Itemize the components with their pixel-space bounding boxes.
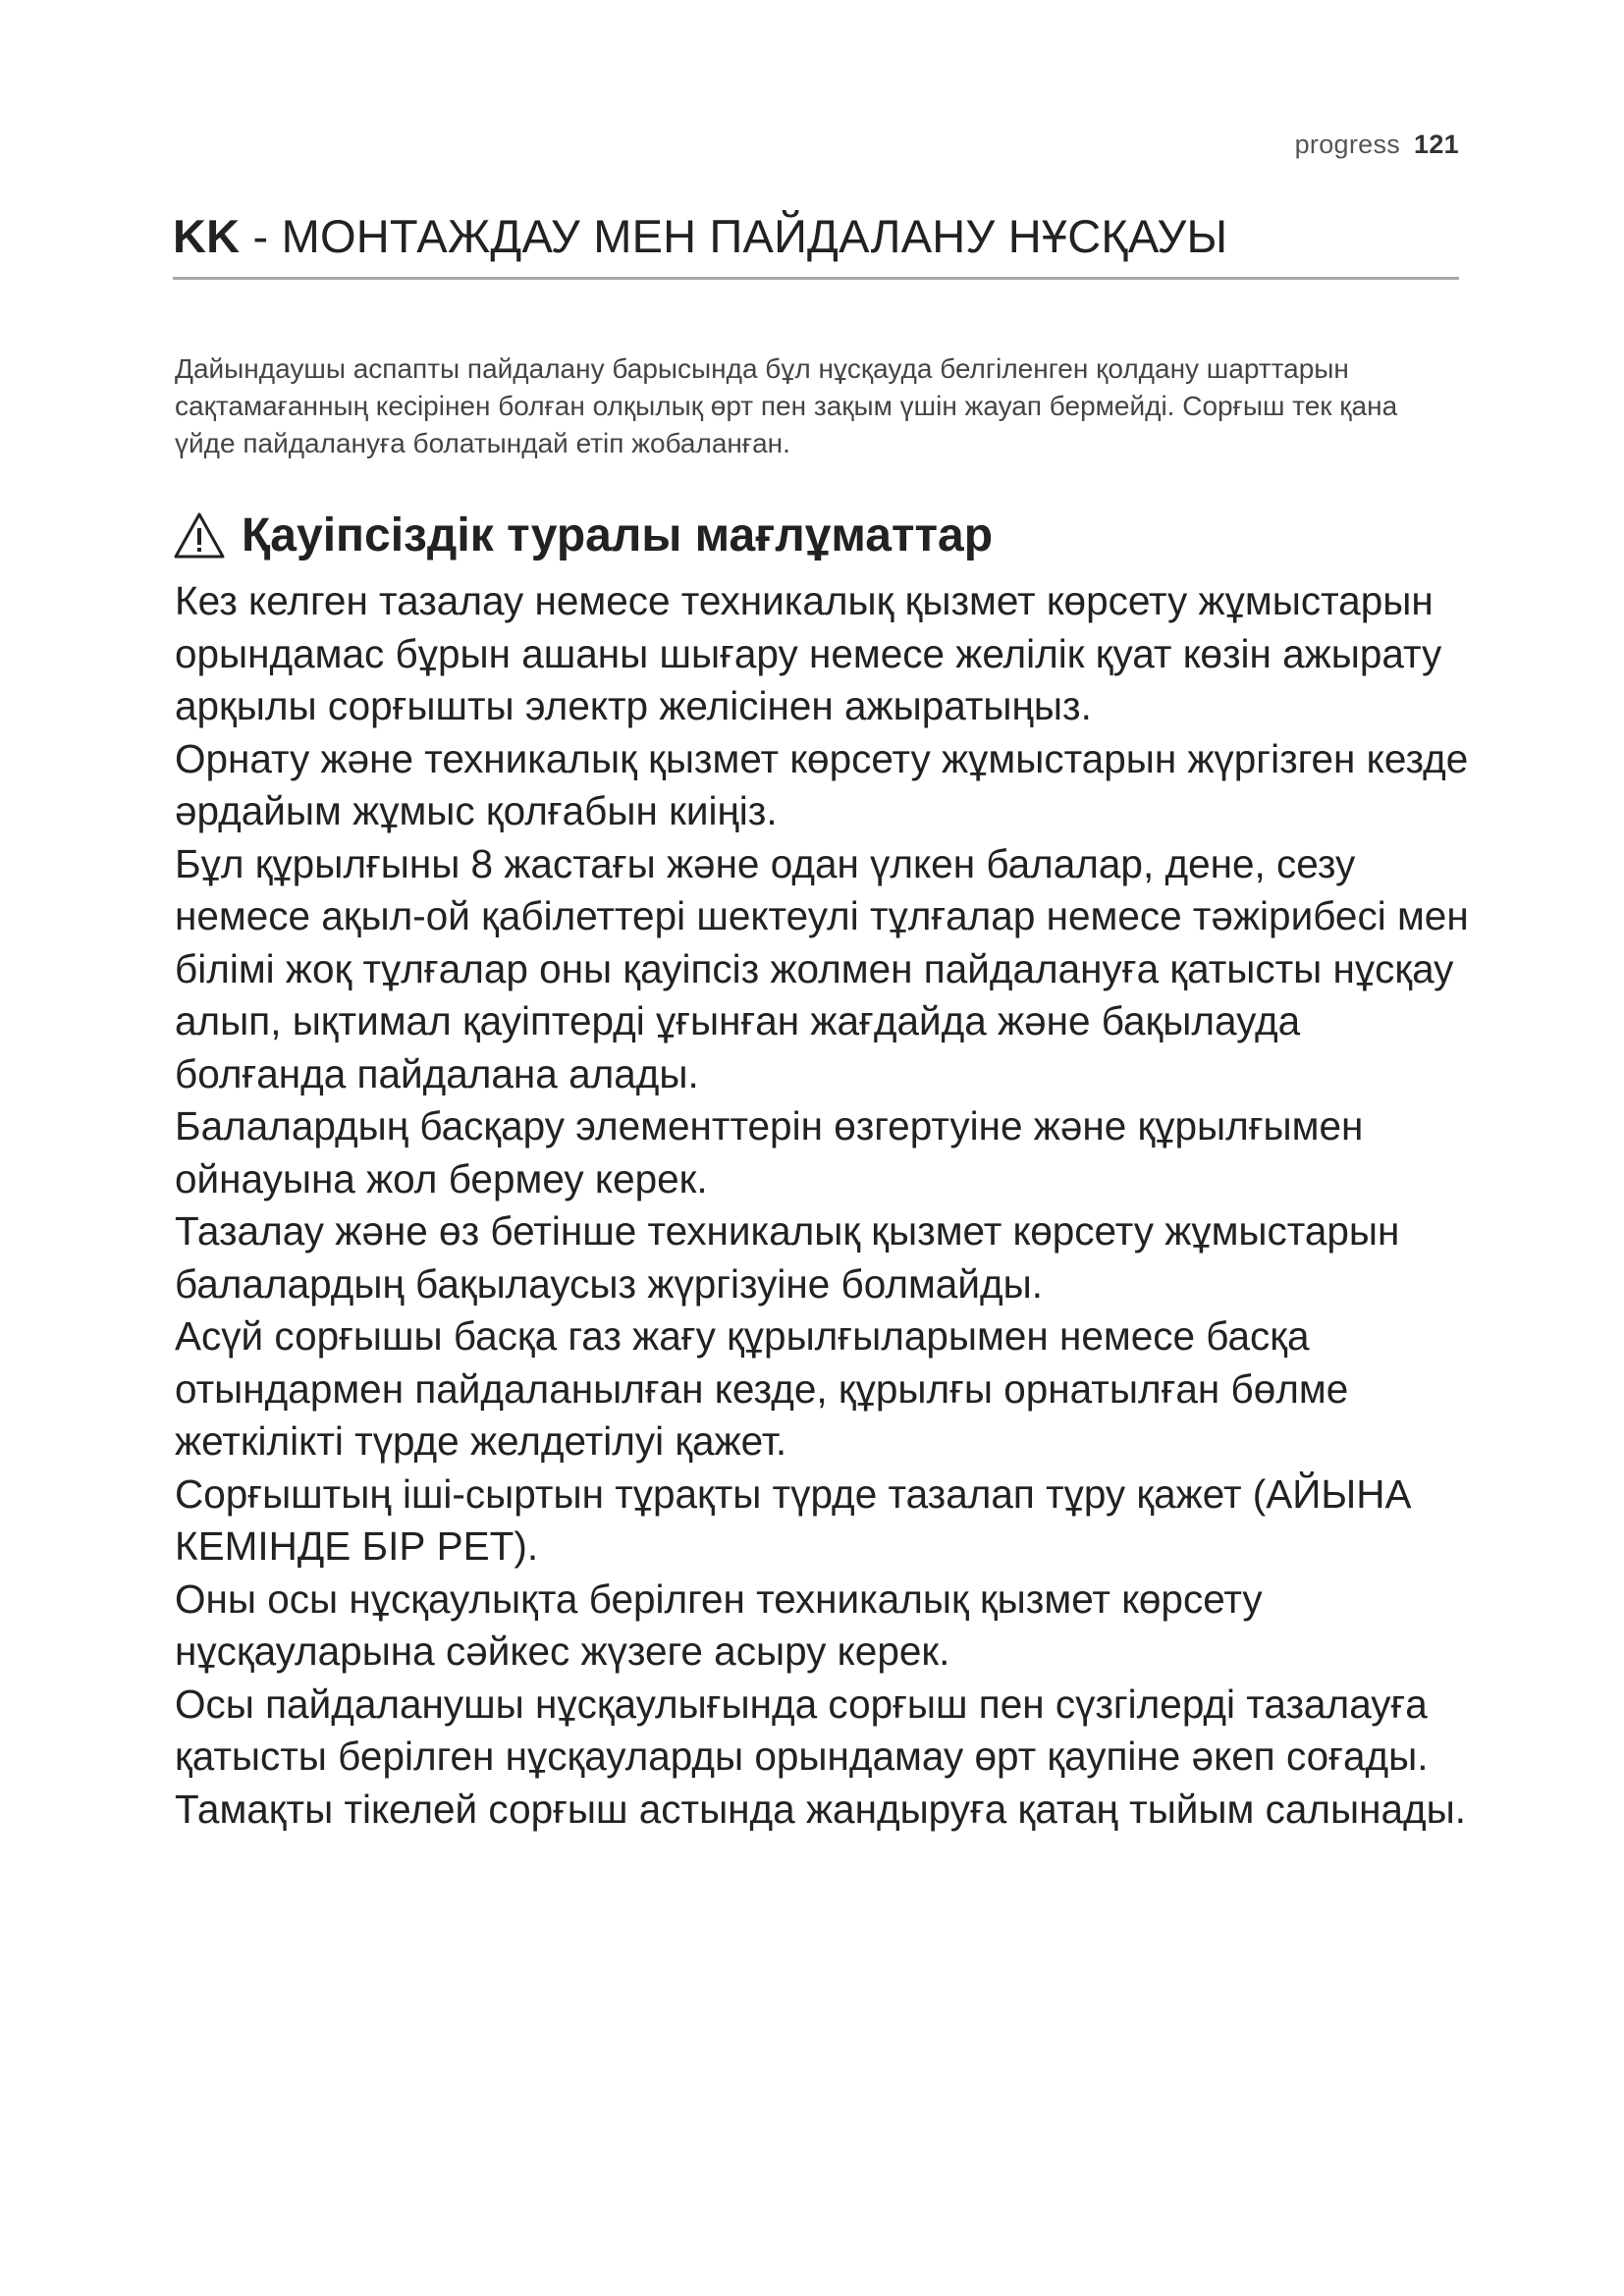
safety-paragraph: Тазалау және өз бетінше техникалық қызмет көрсету жұмыстарын балалардың бақылаусыз жүргізуіне болмайды. [175, 1208, 1400, 1307]
safety-paragraph: Оны осы нұсқаулықта берілген техникалық қызмет көрсету нұсқауларына сәйкес жүзеге асыру керек. [175, 1575, 1263, 1674]
warning-triangle-icon [173, 511, 226, 561]
document-title-text: - МОНТАЖДАУ МЕН ПАЙДАЛАНУ НҰСҚАУЫ [240, 210, 1228, 262]
document-title [173, 209, 1459, 280]
safety-paragraph: Осы пайдаланушы нұсқаулығында сорғыш пен сүзгілерді тазалауға қатысты берілген нұсқауларды орындамау өрт қаупіне әкеп соғады. [175, 1681, 1429, 1779]
safety-paragraph: Асүй сорғышы басқа газ жағу құрылғыларымен немесе басқа отындармен пайдаланылған кезде, құрылғы орнатылған бөлме жеткілікті түрде желдетілуі қажет. [175, 1313, 1349, 1464]
safety-heading-text: Қауіпсіздік туралы мағлұматтар [242, 509, 994, 561]
safety-body [175, 575, 1481, 1836]
safety-paragraph: Орнату және техникалық қызмет көрсету жұмыстарын жүргізген кезде әрдайым жұмыс қолғабын киіңіз. [175, 735, 1469, 833]
safety-paragraph: Балалардың басқару элементтерін өзгертуіне және құрылғымен ойнауына жол бермеу керек. [175, 1103, 1364, 1201]
safety-paragraph: Бұл құрылғыны 8 жастағы және одан үлкен балалар, дене, сезу немесе ақыл-ой қабілеттері шектеулі тұлғалар немесе тәжірибесі мен білімі жоқ тұлғалар оны қауіпсіз жолмен пайдалануға қатысты нұсқау алып, ықтимал қауіптерді ұғынған жағдайда және бақылауда болғанда пайдалана алады. [175, 840, 1469, 1096]
language-code: KK [173, 210, 241, 262]
safety-heading [173, 508, 1469, 562]
safety-paragraph: Кез келген тазалау немесе техникалық қызмет көрсету жұмыстарын орындамас бұрын ашаны шығару немесе желілік қуат көзін ажырату арқылы сорғышты электр желісінен ажыратыңыз. [175, 578, 1442, 728]
brand-name: progress [1294, 130, 1401, 159]
safety-paragraph: Тамақты тікелей сорғыш астында жандыруға қатаң тыйым салынады. [175, 1786, 1467, 1832]
page-number: 121 [1414, 130, 1459, 159]
intro-paragraph: Дайындаушы аспапты пайдалану барысында бұл нұсқауда белгіленген қолдану шарттарын сақтамағанның кесірінен болған олқылық өрт пен зақым үшін жауап бермейді. Сорғыш тек қана үйде пайдалануға болатындай етіп жобаланған. [175, 353, 1398, 458]
page-header [1295, 130, 1459, 160]
safety-paragraph: Сорғыштың іші-сыртын тұрақты түрде тазалап тұру қажет (АЙЫНА КЕМІНДЕ БІР РЕТ). [175, 1470, 1412, 1569]
